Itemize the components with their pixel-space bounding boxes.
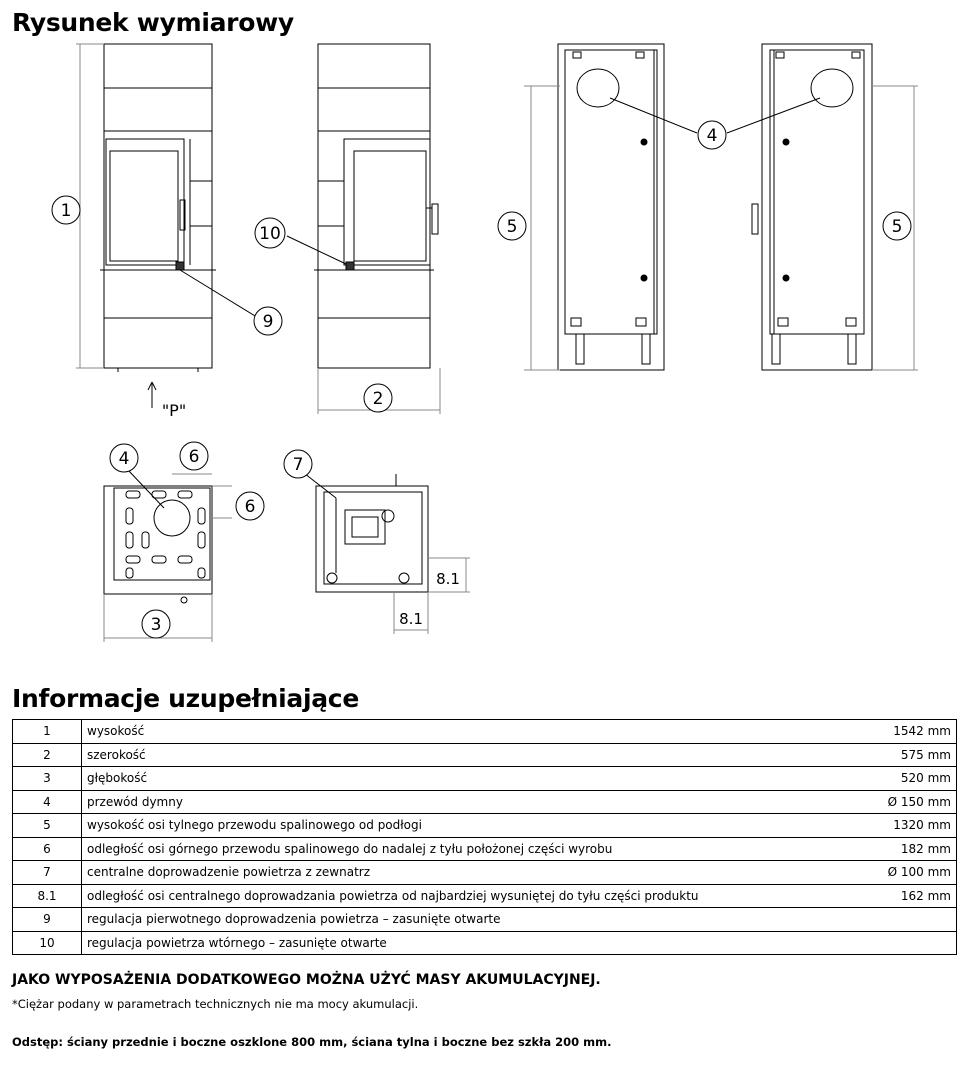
table-cell-desc: regulacja powietrza wtórnego – zasunięte otwarte (82, 931, 837, 955)
top-view (104, 486, 212, 603)
label-3: 3 (150, 615, 162, 635)
label-7: 7 (292, 455, 304, 475)
table-cell-num: 5 (13, 814, 82, 838)
side-view (314, 44, 438, 368)
table-cell-desc: wysokość (82, 720, 837, 744)
table-row (13, 861, 957, 885)
table-cell-num: 10 (13, 931, 82, 955)
table-cell-value (836, 908, 957, 932)
table-cell-num: 2 (13, 743, 82, 767)
table-cell-num: 4 (13, 790, 82, 814)
table-cell-value: 182 mm (836, 837, 957, 861)
clearance-note: Odstęp: ściany przednie i boczne oszklone 800 mm, ściana tylna i boczne bez szkła 200 mm. (12, 1035, 612, 1049)
table-cell-num: 3 (13, 767, 82, 791)
table-cell-desc: odległość osi centralnego doprowadzania powietrza od najbardziej wysuniętej do tyłu części produktu (82, 884, 837, 908)
label-8-1-side: 8.1 (436, 570, 460, 588)
label-10: 10 (259, 224, 281, 244)
table-row (13, 884, 957, 908)
label-6: 6 (188, 447, 200, 467)
table-cell-value: Ø 150 mm (836, 790, 957, 814)
label-1: 1 (60, 201, 72, 221)
table-cell-desc: szerokość (82, 743, 837, 767)
drawing-title: Rysunek wymiarowy (12, 8, 294, 37)
table-cell-desc: regulacja pierwotnego doprowadzenia powietrza – zasunięte otwarte (82, 908, 837, 932)
label-8-1-bottom: 8.1 (399, 610, 423, 628)
table-cell-value: 520 mm (836, 767, 957, 791)
table-cell-num: 9 (13, 908, 82, 932)
label-6b: 6 (244, 497, 256, 517)
table-cell-desc: odległość osi górnego przewodu spalinowego do nadalej z tyłu położonej części wyrobu (82, 837, 837, 861)
table-row (13, 931, 957, 955)
table-row (13, 837, 957, 861)
table-row (13, 790, 957, 814)
front-view (100, 44, 216, 372)
table-cell-value: 1542 mm (836, 720, 957, 744)
dimension-drawing (0, 38, 965, 648)
weight-note: *Ciężar podany w parametrach technicznych nie ma mocy akumulacji. (12, 997, 419, 1011)
table-cell-value: 162 mm (836, 884, 957, 908)
label-9: 9 (262, 312, 274, 332)
table-row (13, 908, 957, 932)
label-4b: 4 (118, 449, 130, 469)
rear-view-right (752, 44, 872, 370)
label-5: 5 (506, 217, 518, 237)
accessory-note: JAKO WYPOSAŻENIA DODATKOWEGO MOŻNA UŻYĆ MASY AKUMULACYJNEJ. (12, 972, 601, 988)
table-cell-num: 8.1 (13, 884, 82, 908)
table-cell-desc: centralne doprowadzenie powietrza z zewnatrz (82, 861, 837, 885)
info-title: Informacje uzupełniające (12, 684, 359, 713)
table-cell-num: 1 (13, 720, 82, 744)
table-row (13, 814, 957, 838)
table-cell-value (836, 931, 957, 955)
table-cell-value: 575 mm (836, 743, 957, 767)
label-2: 2 (372, 389, 384, 409)
label-4: 4 (706, 126, 718, 146)
rear-view-left (558, 44, 664, 370)
label-5b: 5 (891, 217, 903, 237)
table-row (13, 743, 957, 767)
table-cell-value: 1320 mm (836, 814, 957, 838)
table-row (13, 767, 957, 791)
table-cell-num: 6 (13, 837, 82, 861)
table-row (13, 720, 957, 744)
table-cell-desc: przewód dymny (82, 790, 837, 814)
table-cell-desc: głębokość (82, 767, 837, 791)
bottom-view (316, 474, 428, 592)
table-cell-num: 7 (13, 861, 82, 885)
label-p: "P" (161, 401, 187, 420)
table-cell-value: Ø 100 mm (836, 861, 957, 885)
spec-table (12, 719, 957, 955)
table-cell-desc: wysokość osi tylnego przewodu spalinowego od podłogi (82, 814, 837, 838)
